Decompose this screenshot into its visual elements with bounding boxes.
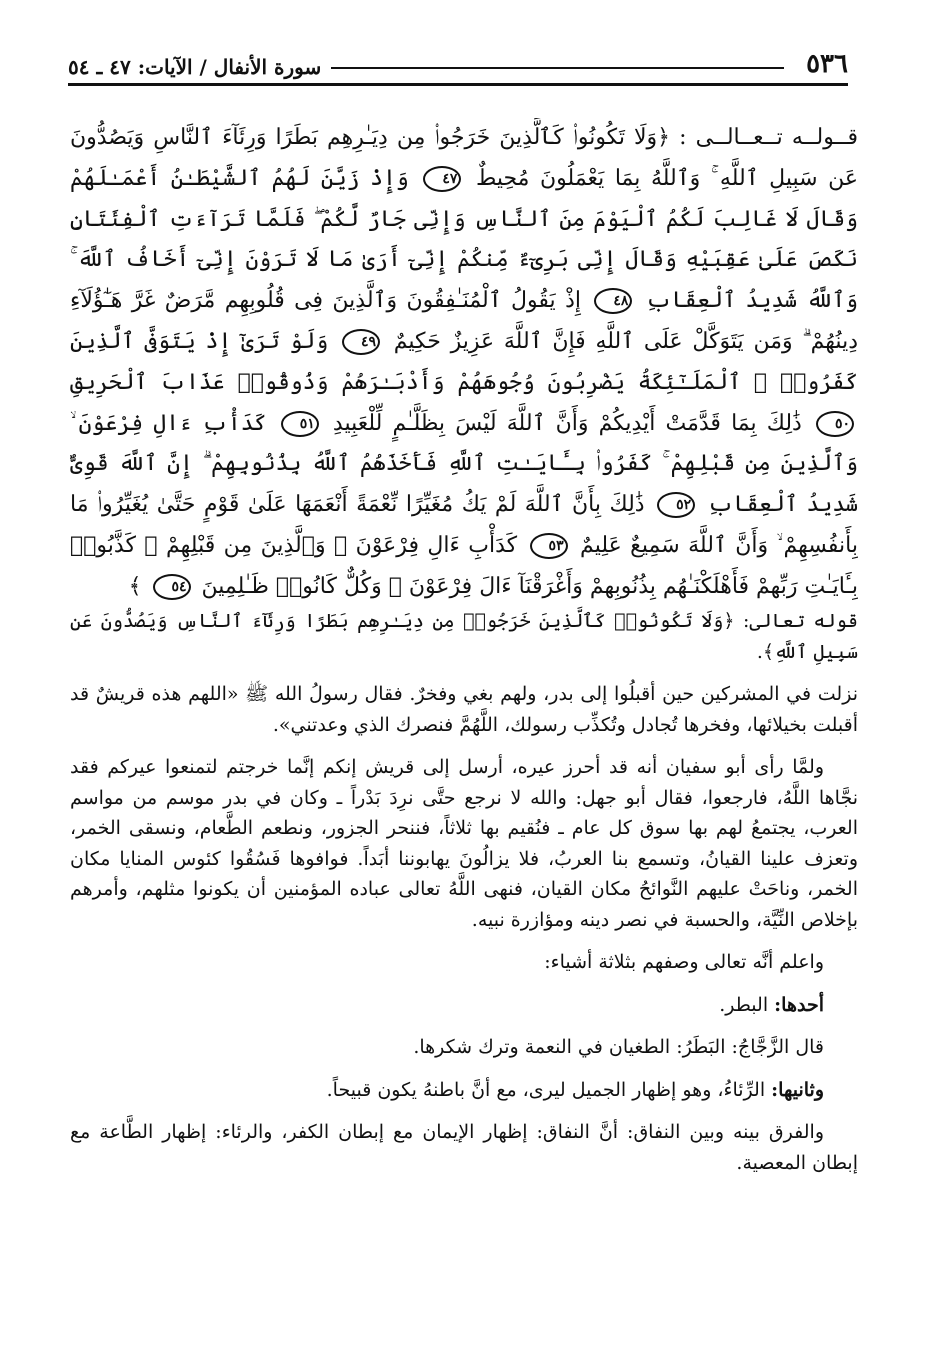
second-label: وثانيها: bbox=[771, 1078, 824, 1101]
paragraph-difference: والفرق بينه وبين النفاق: أنَّ النفاق: إظهار الإيمان مع إبطان الكفر، والرئاء: إظهار الطَّاعة مع إبطان المعصية. bbox=[70, 1121, 858, 1174]
verse-text-3: إِذْ يَقُولُ ٱلْمُنَـٰفِقُونَ وَٱلَّذِينَ فِى قُلُوبِهِم مَّرَضٌ غَرَّ هَـٰٓؤُلَآءِ دِينُهُمْ ۗ وَمَن يَتَوَكَّلْ عَلَى ٱللَّهِ فَإِنَّ ٱللَّهَ عَزِيزٌ حَكِيمٌ bbox=[70, 288, 858, 354]
paragraph-second bbox=[70, 1075, 858, 1106]
first-text: البطر. bbox=[719, 993, 769, 1016]
verse-text-8: كَدَأْبِ ءَالِ فِرْعَوْنَ ۙ وَٱلَّذِينَ مِن قَبْلِهِمْ ۚ كَذَّبُوا۟ بِـَٔايَـٰتِ رَبِّهِمْ فَأَهْلَكْنَـٰهُم بِذُنُوبِهِمْ وَأَغْرَقْنَآ ءَالَ فِرْعَوْنَ ۚ وَكُلٌّ كَانُوا۟ ظَـٰلِمِينَ bbox=[70, 532, 858, 599]
page-number: ٥٣٦ bbox=[806, 49, 848, 79]
paragraph-zajjaj: قال الزَّجَّاجُ: البَطَرُ: الطغيان في النعمة وترك شكرها. bbox=[413, 1036, 824, 1058]
running-head: سورة الأنفال / الآيات: ٤٧ ـ ٥٤ bbox=[68, 55, 322, 79]
verse-number-47: ٤٧ bbox=[423, 166, 461, 192]
verse-number-51: ٥١ bbox=[281, 411, 319, 437]
verse-close-bracket: ﴾ bbox=[128, 573, 142, 599]
second-text: الرِّئاءُ، وهو إظهار الجميل ليرى، مع أنَّ باطنهُ يكون قبيحاً. bbox=[326, 1078, 766, 1101]
verse-number-54: ٥٤ bbox=[153, 574, 191, 600]
commentary-body bbox=[70, 606, 858, 1190]
verse-text-2: وَإِذْ زَيَّنَ لَهُمُ ٱلشَّيْطَـٰنُ أَعْمَـٰلَهُمْ وَقَالَ لَا غَالِبَ لَكُمُ ٱلْيَوْمَ مِنَ ٱلنَّاسِ وَإِنِّى جَارٌ لَّكُمْ ۖ فَلَمَّا تَرَآءَتِ ٱلْفِئَتَانِ نَكَصَ عَلَىٰ عَقِبَيْهِ وَقَالَ إِنِّى بَرِىٓءٌ مِّنكُمْ إِنِّىٓ أَرَىٰ مَا لَا تَرَوْنَ إِنِّىٓ أَخَافُ ٱللَّهَ ۚ وَٱللَّهُ شَدِيدُ ٱلْعِقَابِ bbox=[70, 165, 858, 314]
page-header bbox=[68, 44, 848, 86]
quran-text bbox=[70, 118, 858, 600]
paragraph-three-things: واعلم أنَّه تعالى وصفهم بثلاثة أشياء: bbox=[544, 951, 824, 973]
paragraph-abu-sufyan: ولمَّا رأى أبو سفيان أنه قد أحرز عيره، أرسل إلى قريش إنكم إنَّما خرجتم لتمنعوا عيركم فقد نجَّاها اللَّهُ، فارجعوا، فقال أبو جهل: والله لا نرجع حتَّى نرِدَ بَدْراً ـ وكان في بدر موسم من مواسم العرب، يجتمعُ لهم بها سوق كل عام ـ فنُقيم بها ثلاثاً، فننحر الجزور، ونطعم الطَّعام، ونسقى الخمر، وتعزف علينا القيانُ، وتسمع بنا العربُ، فلا يزالُونَ يهابوننا أبَداً. فوافوها فَسُقُوا كئوس المنايا مكان الخمر، وناحَتْ عليهم النَّوائحُ مكان القيان، فنهى اللَّهُ تعالى عباده المؤمنين أن يكونوا مثلهم، وأمرهم بإخلاص النِّيَّة، والحسبة في نصر دينه ومؤازرة نبيه. bbox=[70, 756, 858, 931]
verse-number-53: ٥٣ bbox=[530, 533, 568, 559]
verse-text-4: وَلَوْ تَرَىٰٓ إِذْ يَتَوَفَّى ٱلَّذِينَ كَفَرُوا۟ ۙ ٱلْمَلَـٰٓئِكَةُ يَضْرِبُونَ وُجُوهَهُمْ وَأَدْبَـٰرَهُمْ وَذُوقُوا۟ عَذَابَ ٱلْحَرِيقِ bbox=[70, 328, 858, 395]
verse-text-6: كَدَأْبِ ءَالِ فِرْعَوْنَ ۙ وَٱلَّذِينَ مِن قَبْلِهِمْ ۚ كَفَرُوا۟ بِـَٔايَـٰتِ ٱللَّهِ فَأَخَذَهُمُ ٱللَّهُ بِذُنُوبِهِمْ ۗ إِنَّ ٱللَّهَ قَوِىٌّ شَدِيدُ ٱلْعِقَابِ bbox=[70, 410, 858, 518]
quran-intro: قــولــه تــعــالــى : bbox=[679, 125, 858, 150]
verse-number-50: ٥٠ bbox=[816, 411, 854, 437]
paragraph-first bbox=[70, 990, 858, 1021]
paragraph-revelation: نزلت في المشركين حين أقبلُوا إلى بدر، ولهم بغي وفخرٌ. فقال رسولُ الله ﷺ «اللهم هذه قريشٌ قد أقبلت بخيلائها، وفخرها تُجادل وتُكذِّب رسولك، اللَّهُمَّ فنصرك الذي وعدتني». bbox=[70, 683, 858, 736]
first-label: أحدها: bbox=[774, 993, 824, 1016]
verse-number-48: ٤٨ bbox=[594, 288, 632, 314]
quran-verses-block bbox=[70, 118, 858, 600]
verse-text-1: ﴿وَلَا تَكُونُوا۟ كَٱلَّذِينَ خَرَجُوا۟ مِن دِيَـٰرِهِم بَطَرًا وَرِئَآءَ ٱلنَّاسِ وَيَصُدُّونَ عَن سَبِيلِ ٱللَّهِ ۚ وَٱللَّهُ بِمَا يَعْمَلُونَ مُحِيطٌ bbox=[70, 125, 858, 191]
verse-number-49: ٤٩ bbox=[342, 329, 380, 355]
header-rule bbox=[331, 67, 784, 69]
verse-text-5: ذَٰلِكَ بِمَا قَدَّمَتْ أَيْدِيكُمْ وَأَنَّ ٱللَّهَ لَيْسَ بِظَلَّـٰمٍ لِّلْعَبِيدِ bbox=[332, 410, 802, 436]
verse-text-7: ذَٰلِكَ بِأَنَّ ٱللَّهَ لَمْ يَكُ مُغَيِّرًا نِّعْمَةً أَنْعَمَهَا عَلَىٰ قَوْمٍ حَتَّىٰ يُغَيِّرُوا۟ مَا بِأَنفُسِهِمْ ۙ وَأَنَّ ٱللَّهَ سَمِيعٌ عَلِيمٌ bbox=[70, 492, 858, 558]
verse-number-52: ٥٢ bbox=[657, 492, 695, 518]
paragraph-verse-quote: قوله تعالى: ﴿وَلَا تَكُونُوا۟ كَٱلَّذِينَ خَرَجُوا۟ مِن دِيَـٰرِهِم بَطَرًا وَرِئَآءَ ٱلنَّاسِ وَيَصُدُّونَ عَن سَبِيلِ ٱللَّهِ﴾. bbox=[70, 610, 858, 663]
